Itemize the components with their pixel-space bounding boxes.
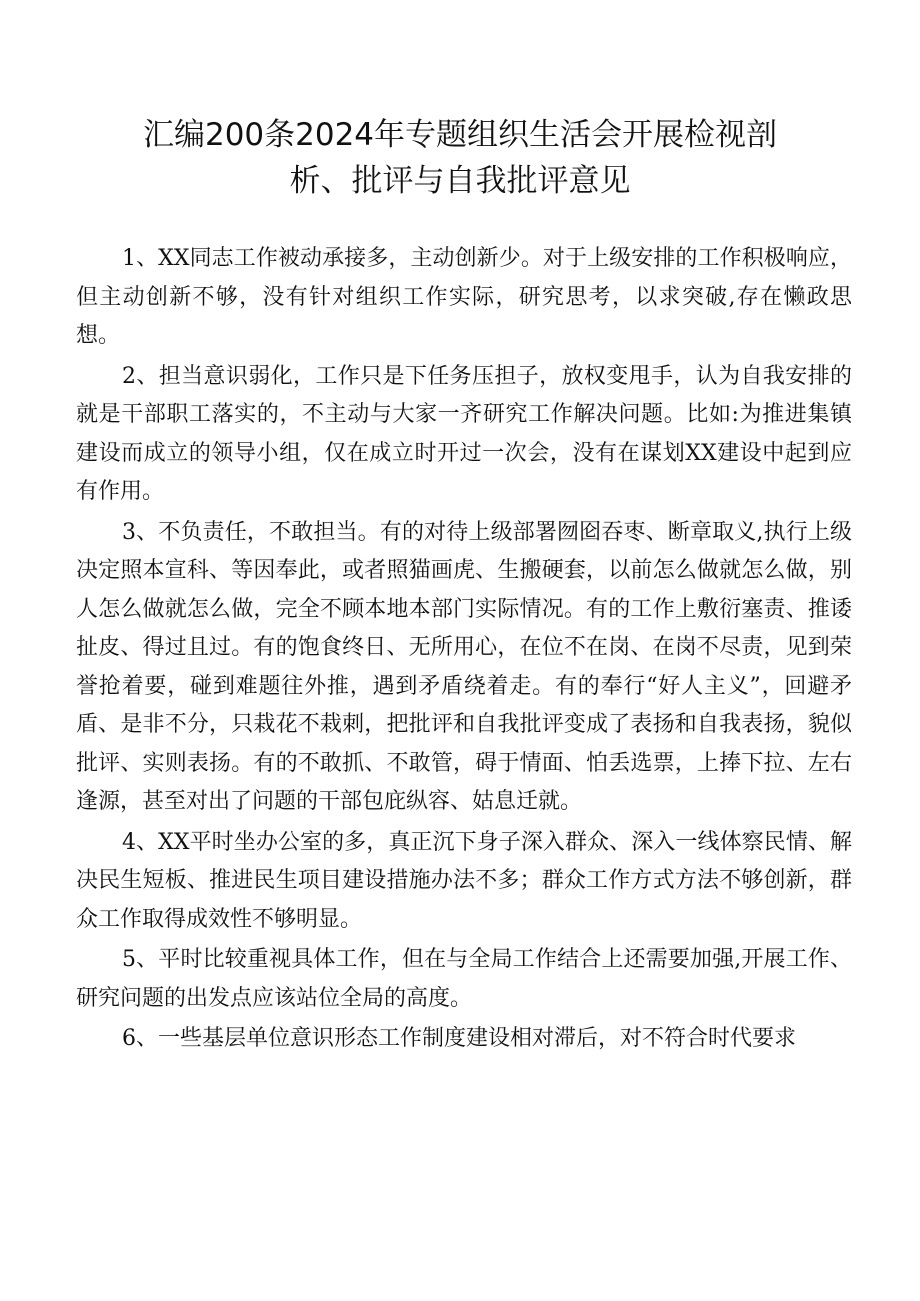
paragraph-2: 2、担当意识弱化，工作只是下任务压担子，放权变甩手，认为自我安排的就是干部职工落实的，不主动与大家一齐研究工作解决问题。比如:为推进集镇建设而成立的领导小组，仅在成立时开过一次会，没有在谋划XX建设中起到应有作用。	[76, 363, 852, 504]
title-line-1: 汇编200条2024年专题组织生活会开展检视剖	[142, 117, 778, 153]
document-body	[76, 240, 852, 1061]
paragraph-6: 6、一些基层单位意识形态工作制度建设相对滞后，对不符合时代要求	[122, 1026, 796, 1051]
paragraph-1: 1、XX同志工作被动承接多，主动创新少。对于上级安排的工作积极响应，但主动创新不够，没有针对组织工作实际，研究思考，以求突破,存在懒政思想。	[76, 246, 852, 348]
paragraph-5: 5、平时比较重视具体工作，但在与全局工作结合上还需要加强,开展工作、研究问题的出发点应该站位全局的高度。	[76, 947, 852, 1011]
paragraph-3: 3、不负责任，不敢担当。有的对待上级部署囫囵吞枣、断章取义,执行上级决定照本宣科、等因奉此，或者照猫画虎、生搬硬套，以前怎么做就怎么做，别人怎么做就怎么做，完全不顾本地本部门实际情况。有的工作上敷衍塞责、推诿扯皮、得过且过。有的饱食终日、无所用心，在位不在岗、在岗不尽责，见到荣誉抢着要，碰到难题往外推，遇到矛盾绕着走。有的奉行“好人主义”，回避矛盾、是非不分，只栽花不栽刺，把批评和自我批评变成了表扬和自我表扬，貌似批评、实则表扬。有的不敢抓、不敢管，碍于情面、怕丢选票，上捧下拉、左右逢源，甚至对出了问题的干部包庇纵容、姑息迁就。	[76, 519, 852, 814]
document-title	[60, 112, 860, 204]
title-line-2: 析、批评与自我批评意见	[289, 163, 631, 199]
paragraph-4: 4、XX平时坐办公室的多，真正沉下身子深入群众、深入一线体察民情、解决民生短板、推进民生项目建设措施办法不多；群众工作方式方法不够创新，群众工作取得成效性不够明显。	[76, 829, 852, 932]
